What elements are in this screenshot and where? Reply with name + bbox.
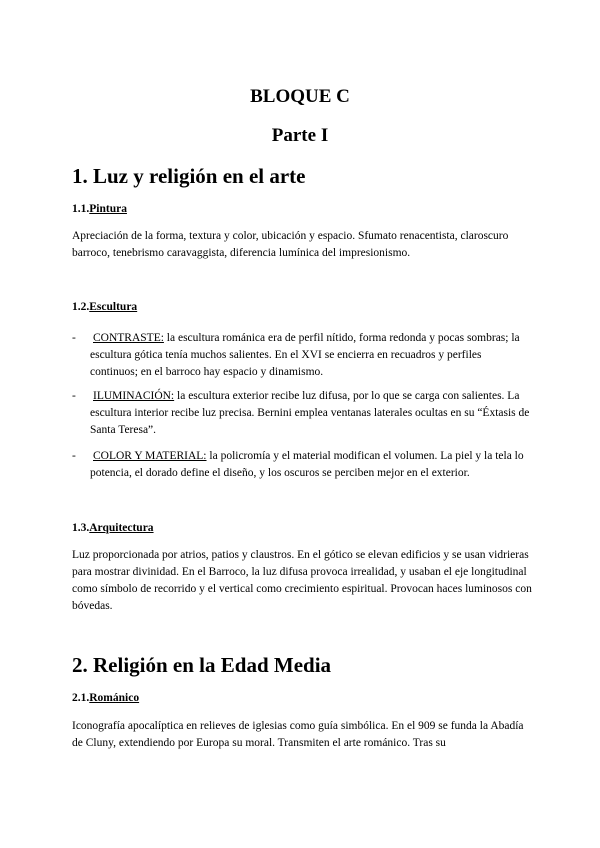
subsection-title: Románico [89, 692, 140, 704]
section-number: 2. [72, 653, 88, 677]
section-title: Luz y religión en el arte [93, 164, 306, 188]
block-title: BLOQUE C [250, 86, 350, 107]
list-item-text: la policromía y el material modifican el volumen. La piel y la tela lo potencia, el dorado define el diseño, y los oscuros se perciben mejor en el exterior. [90, 450, 524, 479]
subsection-heading-1-2 [72, 301, 137, 313]
list-item-iluminacion [72, 388, 532, 439]
list-item-keyword: ILUMINACIÓN: [93, 390, 175, 402]
paragraph-pintura: Apreciación de la forma, textura y color, ubicación y espacio. Sfumato renacentista, claroscuro barroco, tenebrismo caravaggista, diferencia lumínica del impresionismo. [72, 230, 509, 259]
list-item-text: la escultura exterior recibe luz difusa, por lo que se carga con salientes. La escultura interior recibe luz precisa. Bernini emplea ventanas laterales ocultas en su “Éxtasis de Santa Teresa”. [90, 390, 530, 436]
section-heading-1 [72, 164, 306, 189]
subsection-title: Arquitectura [89, 522, 154, 534]
section-number: 1. [72, 164, 88, 188]
list-item-text: la escultura románica era de perfil nítido, forma redonda y pocas sombras; la escultura gótica tenía muchos salientes. En el XVI se encierra en recuadros y perfiles continuos; en el barroco hay espacio y dinamismo. [90, 332, 520, 378]
subsection-heading-1-1 [72, 203, 127, 215]
list-item-color-material [72, 448, 532, 482]
list-item-keyword: CONTRASTE: [93, 332, 164, 344]
list-item-contraste [72, 330, 532, 381]
list-bullet: - [72, 390, 76, 402]
paragraph-romanico: Iconografía apocalíptica en relieves de iglesias como guía simbólica. En el 909 se funda la Abadía de Cluny, extendiendo por Europa su moral. Transmiten el arte románico. Tras su [72, 720, 524, 749]
subsection-number: 1.3. [72, 522, 90, 534]
section-heading-2 [72, 653, 331, 678]
subsection-heading-2-1 [72, 692, 139, 704]
subsection-heading-1-3 [72, 522, 154, 534]
list-item-keyword: COLOR Y MATERIAL: [93, 450, 207, 462]
paragraph-arquitectura: Luz proporcionada por atrios, patios y claustros. En el gótico se elevan edificios y se usan vidrieras para mostrar divinidad. En el Barroco, la luz difusa provoca irrealidad, y usaban el eje longitudinal como símbolo de recorrido y el vertical como crecimiento espiritual. Provocan haces luminosos con bóvedas. [72, 549, 532, 612]
subsection-number: 2.1. [72, 692, 90, 704]
list-bullet: - [72, 332, 76, 344]
subsection-title: Pintura [89, 203, 127, 215]
subsection-number: 1.2. [72, 301, 90, 313]
subsection-number: 1.1. [72, 203, 90, 215]
subsection-title: Escultura [89, 301, 138, 313]
section-title: Religión en la Edad Media [93, 653, 332, 677]
list-bullet: - [72, 450, 76, 462]
part-title: Parte I [271, 125, 329, 146]
